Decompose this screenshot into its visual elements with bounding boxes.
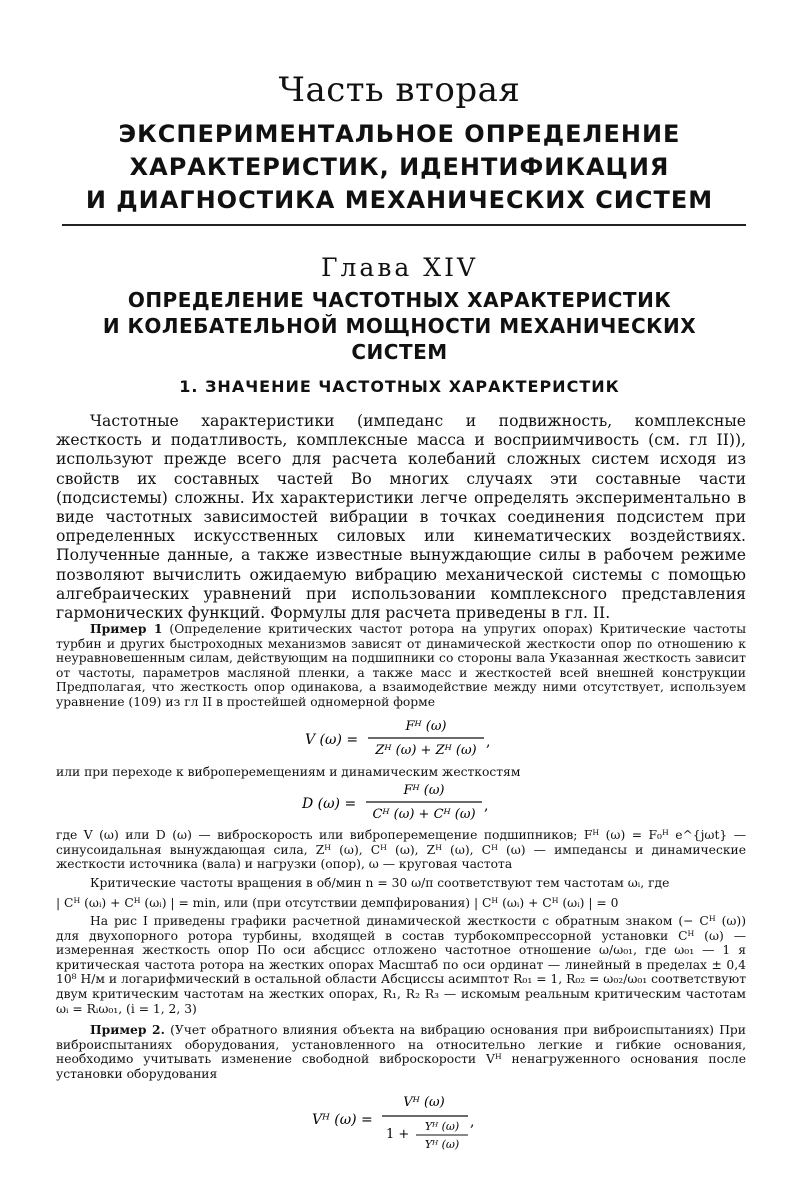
part-subtitle <box>0 118 799 217</box>
part-subtitle-line: И ДИАГНОСТИКА МЕХАНИЧЕСКИХ СИСТЕМ <box>85 186 714 214</box>
critical-condition: | Cᴴ (ωᵢ) + Cᴴ (ωᵢ) | = min, или (при отсутствии демпфирования) | Cᴴ (ωᵢ) + Cᴴ (ωᵢ) | = 0 <box>56 896 619 910</box>
chapter-title-line: И КОЛЕБАТЕЛЬНОЙ МОЩНОСТИ МЕХАНИЧЕСКИХ <box>102 314 697 338</box>
chapter-label: Глава XIV <box>321 253 478 282</box>
formula-1-tail: , <box>486 734 491 750</box>
formula-3-numerator: Vᴴ (ω) <box>403 1095 445 1110</box>
formula-1-lhs: V (ω) = <box>305 732 359 748</box>
example-2-text: (Учет обратного влияния объекта на вибрацию основания при виброиспытаниях) При виброиспытаниях оборудования, установленного на относительно легкие и гибкие основания, необходимо учитывать изменение свободной виброскорости Vᴴ ненагруженного основания после установки оборудования <box>56 1023 746 1081</box>
formula-2-denominator: Cᴴ (ω) + Cᴴ (ω) <box>372 807 476 822</box>
formula-1-denominator: Zᴴ (ω) + Zᴴ (ω) <box>375 743 477 758</box>
formula-1-numerator: Fᴴ (ω) <box>405 719 447 734</box>
example-1-text: (Определение критических частот ротора на упругих опорах) Критические частоты турбин и других быстроходных механизмов зависят от динамической жесткости опор по отношению к неуравновешенным силам, действующим на подшипники со стороны вала Указанная жесткость зависит от частоты, параметров масляной пленки, а также масс и жесткостей всей внешней конструкции Предполагая, что жесткость опор одинакова, а взаимодействие между ними отсутствует, используем уравнение (109) из гл II в простейшей одномерной форме <box>56 622 747 709</box>
critical-frequency-text: Критические частоты вращения в об/мин n = 30 ω/π соответствуют тем частотам ωᵢ, где <box>90 876 670 890</box>
chapter-title-line: СИСТЕМ <box>351 340 448 364</box>
example-2-lead: Пример 2. <box>90 1022 165 1037</box>
formula-2-lhs: D (ω) = <box>302 796 357 812</box>
where-text: где V (ω) или D (ω) — виброскорость или виброперемещение подшипников; Fᴴ (ω) = F₀ᴴ e^{jωt} — синусоидальная вынуждающая сила, Zᴴ (ω), Cᴴ (ω), Zᴴ (ω), Cᴴ (ω) — импедансы и динамические жесткости источника (вала) и нагрузки (опор), ω — круговая частота <box>56 828 746 872</box>
formula-3-inner-numerator: Yᴴ (ω) <box>424 1120 460 1133</box>
example-1-lead: Пример 1 <box>90 621 163 636</box>
formula-3-inner-denominator: Yᴴ (ω) <box>424 1138 460 1151</box>
example-2 <box>56 1023 746 1081</box>
formula-3-lhs: Vᴴ (ω) = <box>312 1112 373 1128</box>
figure-description: На рис I приведены графики расчетной динамической жесткости с обратным знаком (− Cᴴ (ω)) для двухопорного ротора турбины, входящей в состав турбокомпрессорной установки Cᴴ (ω) — измеренная жесткость опор По оси абсцисс отложено частотное отношение ω/ω₀₁, где ω₀₁ — 1 я критическая частота ротора на жестких опорах Масштаб по оси ординат — линейный в пределах ± 0,4 10⁸ Н/м и логарифмический в остальной области Абсциссы асимптот R₀₁ = 1, R₀₂ = ω₀₂/ω₀₁ соответствуют двум критическим частотам на жестких опорах, R₁, R₂ R₃ — искомым реальным критическим частотам ωᵢ = Rᵢω₀₁, (i = 1, 2, 3) <box>56 914 746 1016</box>
chapter-title-line: ОПРЕДЕЛЕНИЕ ЧАСТОТНЫХ ХАРАКТЕРИСТИК <box>127 288 672 312</box>
transition-text: или при переходе к виброперемещениям и динамическим жесткостям <box>56 765 521 779</box>
formula-3-tail: , <box>470 1114 475 1130</box>
formula-2-tail: , <box>484 798 489 814</box>
body-paragraph: Частотные характеристики (импеданс и подвижность, комплексные жесткость и податливость, комплексные масса и восприимчивость (см. гл II)), используют прежде всего для расчета колебаний сложных систем исходя из свойств их составных частей Во многих случаях эти составные части (подсистемы) сложны. Их характеристики легче определять экспериментально в виде частотных зависимостей вибрации в точках соединения подсистем при определенных искусственных силовых или кинематических воздействиях. Полученные данные, а также известные вынуждающие силы в рабочем режиме позволяют вычислить ожидаемую вибрацию механической системы с помощью алгебраических уравнений при использовании комплексного представления гармонических функций. Формулы для расчета приведены в гл. II. <box>56 412 746 623</box>
horizontal-rule <box>62 224 746 226</box>
part-title: Часть вторая <box>278 70 521 110</box>
formula-2-numerator: Fᴴ (ω) <box>403 783 445 798</box>
part-subtitle-line: ЭКСПЕРИМЕНТАЛЬНОЕ ОПРЕДЕЛЕНИЕ <box>118 120 681 148</box>
part-subtitle-line: ХАРАКТЕРИСТИК, ИДЕНТИФИКАЦИЯ <box>129 153 670 181</box>
section-heading: 1. ЗНАЧЕНИЕ ЧАСТОТНЫХ ХАРАКТЕРИСТИК <box>179 377 620 396</box>
formula-1 <box>0 712 799 772</box>
formula-3 <box>0 1088 799 1158</box>
chapter-title <box>0 287 799 365</box>
formula-3-den-prefix: 1 + <box>386 1127 410 1142</box>
example-1 <box>56 622 746 710</box>
